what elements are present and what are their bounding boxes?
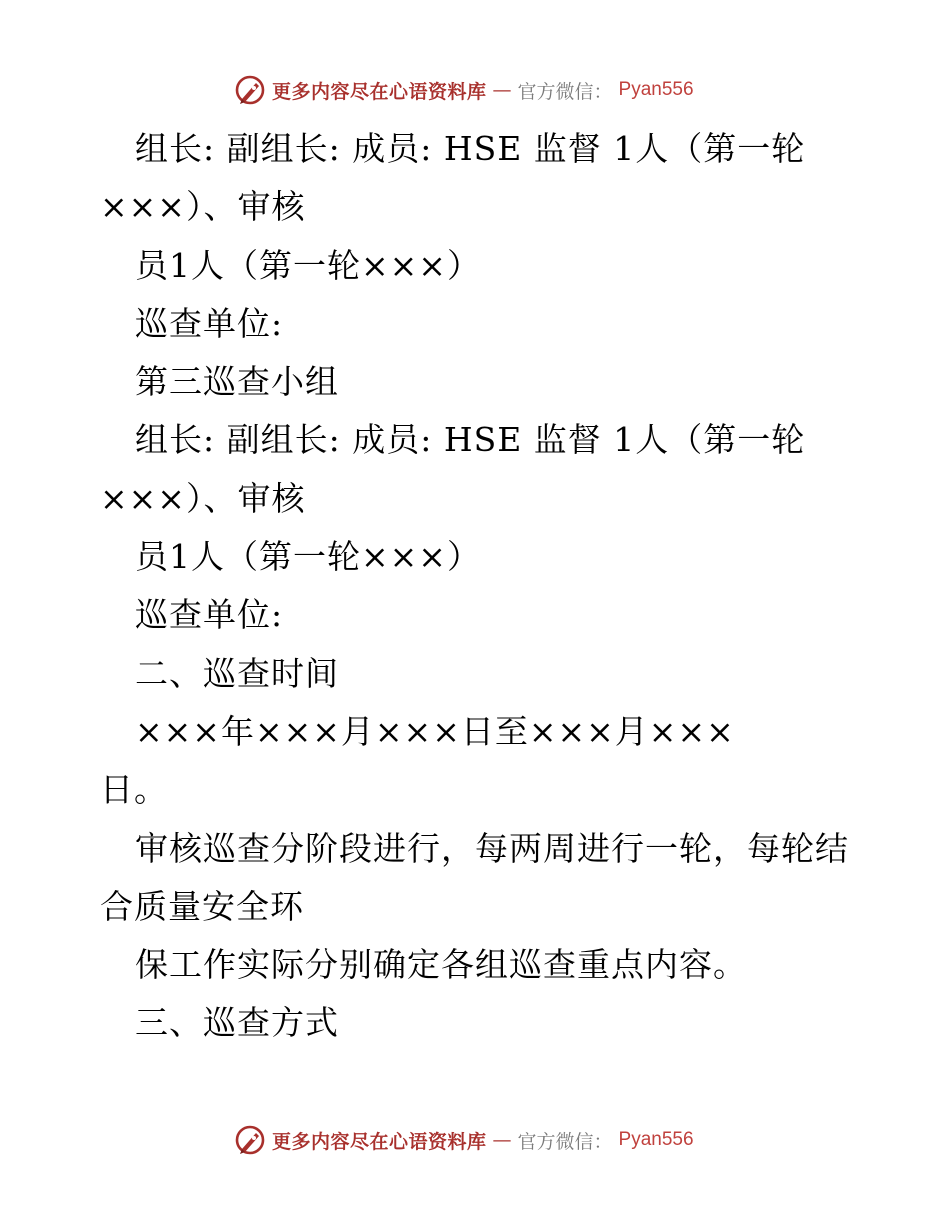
section-heading: 二、巡查时间 xyxy=(135,653,339,693)
footer-watermark xyxy=(234,1123,694,1157)
document-body xyxy=(100,120,860,1053)
text-line: 巡查单位: xyxy=(135,303,284,343)
pen-logo-icon xyxy=(234,74,266,106)
text-line: 第三巡查小组 xyxy=(135,362,339,402)
watermark-separator: — xyxy=(492,1129,512,1151)
watermark-contact-id: Pyan556 xyxy=(618,79,694,100)
text-line: ×××）、审核 xyxy=(100,478,306,518)
watermark-text: 更多内容尽在心语资料库 xyxy=(272,1130,487,1153)
watermark-separator: — xyxy=(492,79,512,101)
text-line: 员1人（第一轮×××） xyxy=(135,537,481,577)
text-line: 组长: 副组长: 成员: HSE 监督 1人（第一轮 xyxy=(135,129,806,168)
text-line: 保工作实际分别确定各组巡查重点内容。 xyxy=(135,945,747,985)
text-line: 合质量安全环 xyxy=(100,886,304,926)
watermark-contact-label: 官方微信： xyxy=(517,1130,613,1153)
watermark-text: 更多内容尽在心语资料库 xyxy=(272,80,487,103)
pen-logo-icon xyxy=(234,1124,266,1156)
header-watermark xyxy=(234,73,694,107)
text-line: 巡查单位: xyxy=(135,595,284,635)
text-line: 日。 xyxy=(100,770,168,810)
text-line: 组长: 副组长: 成员: HSE 监督 1人（第一轮 xyxy=(135,420,806,460)
text-line: ×××年×××月×××日至×××月××× xyxy=(135,711,735,751)
text-line: ×××）、审核 xyxy=(100,187,306,227)
section-heading: 三、巡查方式 xyxy=(135,1003,339,1043)
text-line: 审核巡查分阶段进行，每两周进行一轮，每轮结 xyxy=(135,828,849,868)
watermark-contact-label: 官方微信： xyxy=(517,80,613,103)
text-line: 员1人（第一轮×××） xyxy=(135,245,481,285)
watermark-contact-id: Pyan556 xyxy=(618,1129,694,1150)
